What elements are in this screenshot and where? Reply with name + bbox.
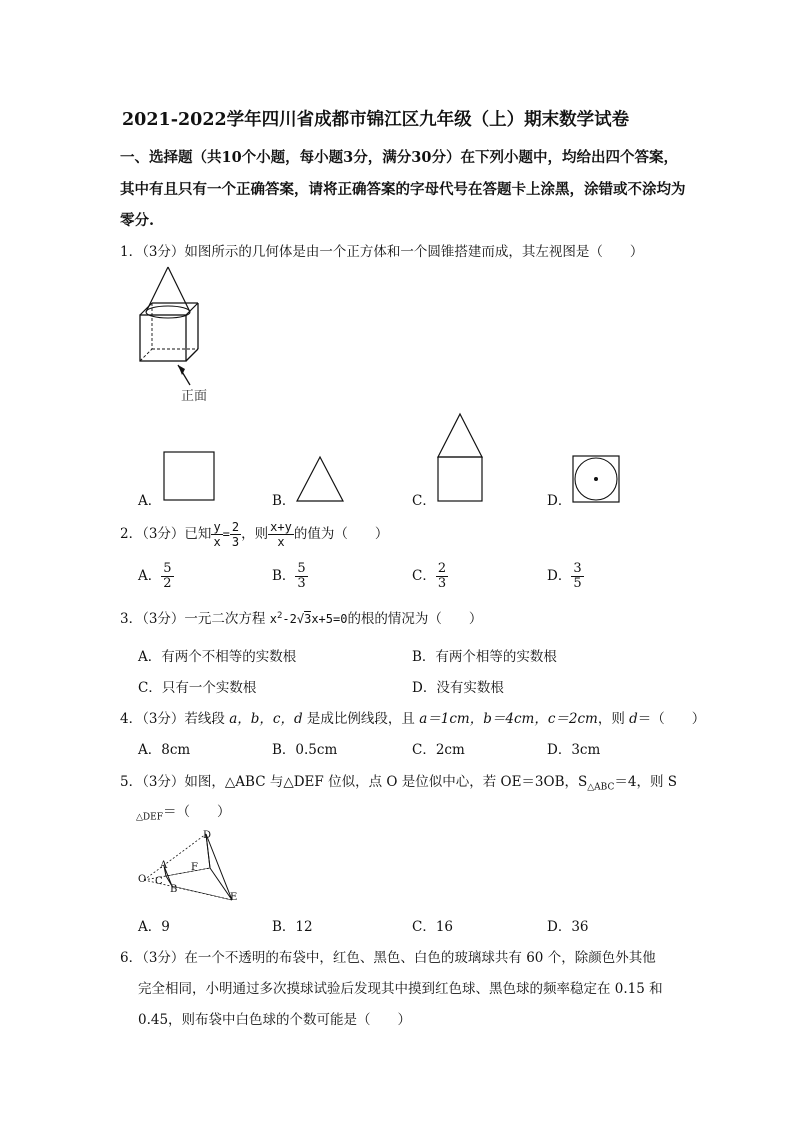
question-2-stem [120,520,388,549]
q3-option-b: B．有两个相等的实数根 [412,649,557,665]
q3-option-a: A．有两个不相等的实数根 [138,649,297,665]
q1-solid-figure [130,265,220,375]
q3-equation: $x^2-2√3x+5=0$ [269,611,348,626]
q5-option-b: B．12 [272,919,313,935]
q3-suffix: 的根的情况为（ ） [347,611,483,627]
q4-option-c: C．2cm [412,742,465,758]
q3-option-d: D．没有实数根 [412,680,504,696]
question-3-stem [120,607,482,627]
question-1-stem: 1．（3分）如图所示的几何体是由一个正方体和一个圆锥搭建而成，其左视图是（ ） [120,244,644,260]
front-label: 正面 [181,389,208,404]
q3-prefix: 3．（3分）一元二次方程 [120,611,266,627]
question-6-line3: 0.45，则布袋中白色球的个数可能是（ ） [138,1012,412,1028]
q2-prefix: 2．（3分）已知 [120,526,212,542]
fig-label-a: A [160,860,168,871]
question-6-line1: 6．（3分）在一个不透明的布袋中，红色、黑色、白色的玻璃球共有 60 个，除颜色外其他 [120,950,656,966]
q1-option-a-square-icon [163,451,217,503]
section-header-line1: 一、选择题（共10个小题，每小题3分，满分30分）在下列小题中，均给出四个答案， [120,149,678,166]
q2-suffix: 的值为（ ） [293,526,389,542]
q4-option-b: B．0.5cm [272,742,338,758]
q2-option-c: C． $\frac{2}{3}$ [412,561,447,591]
question-5-stem-line1: 5．（3分）如图，△ABC 与△DEF 位似，点 O 是位似中心，若 OE＝3OB，$S_{\triangle ABC}=4$，则 S [120,774,677,793]
fig-label-e: E [230,892,238,903]
section-header-line2: 其中有且只有一个正确答案，请将正确答案的字母代号在答题卡上涂黑，涂错或不涂均为 [120,181,686,198]
q1-option-d-label: D． [547,493,572,509]
section-header-line3: 零分. [120,212,155,229]
q1-option-c-label: C． [412,493,436,509]
q2-mid: ，则 [241,526,269,542]
fig-label-c: C [155,876,163,887]
fig-label-f: F [191,862,198,873]
sqrt-icon: √ [296,612,305,626]
q3-option-c: C．只有一个实数根 [138,680,257,696]
fig-label-o: O [138,874,147,885]
q2-option-b: B． $\frac{5}{3}$ [272,561,306,591]
q1-option-c-house-icon [437,413,487,505]
q5-option-c: C．16 [412,919,454,935]
question-6-line2: 完全相同，小明通过多次摸球试验后发现其中摸到红色球、黑色球的频率稳定在 0.15 和 [138,981,663,997]
q2-fraction-xy-over-x: $\frac{x+y}{x}$ [270,520,292,549]
q4-option-a: A．8cm [138,742,191,758]
page-title: 2021-2022学年四川省成都市锦江区九年级（上）期末数学试卷 [122,110,630,130]
q1-option-d-circle-in-square-icon [572,455,622,505]
q5-option-d: D．36 [547,919,589,935]
q1-option-b-triangle-icon [296,456,346,504]
fig-label-d: D [203,830,212,841]
q2-equals: = [222,527,230,541]
q2-fraction-y-over-x: $\frac{y}{x}$ [213,520,221,549]
fig-label-b: B [170,884,178,895]
q1-option-a-label: A． [138,493,162,509]
q5-option-a: A．9 [138,919,170,935]
q1-option-b-label: B． [272,493,296,509]
question-5-stem-line2: $_{\triangle DEF}$＝（ ） [136,804,231,823]
q2-option-d: D． $\frac{3}{5}$ [547,561,582,591]
q2-fraction-2-over-3: $\frac{2}{3}$ [231,520,240,549]
q4-option-d: D．3cm [547,742,601,758]
question-4-stem: 4．（3分）若线段 a，b，c，d 是成比例线段，且 a＝1cm，b＝4cm，c＝2cm，则 d＝（ ） [120,711,706,727]
q2-option-a: A． $\frac{5}{2}$ [138,561,172,591]
